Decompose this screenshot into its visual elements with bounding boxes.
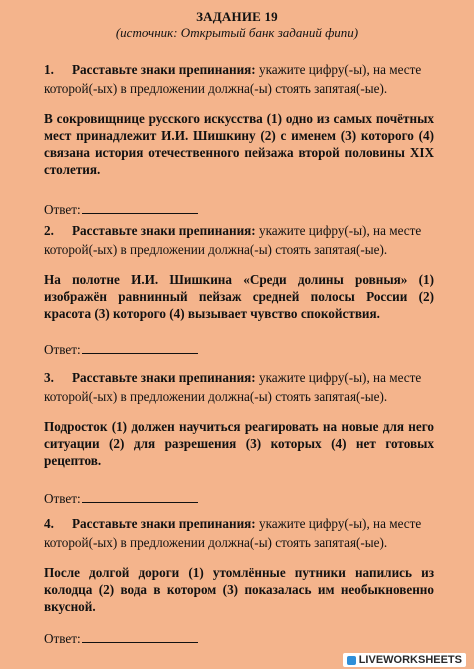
instruction-heading: Расставьте знаки препинания:	[72, 62, 256, 77]
instruction-text: укажите цифру(-ы), на месте которой(-ых) в предложении должна(-ы) стоять запятая(-ые).	[44, 62, 422, 96]
answer-label: Ответ:	[44, 631, 81, 646]
liveworksheets-logo-icon	[347, 656, 356, 665]
instruction-text: укажите цифру(-ы), на месте которой(-ых) в предложении должна(-ы) стоять запятая(-ые).	[44, 516, 422, 550]
page-title: ЗАДАНИЕ 19	[196, 9, 278, 24]
answer-label: Ответ:	[44, 491, 81, 506]
task-sentence: После долгой дороги (1) утомлённые путники напились из колодца (2) вода в котором (3) показалась им необыкновенно вкусной.	[44, 565, 434, 614]
answer-blank[interactable]	[82, 489, 198, 503]
task-sentence: Подросток (1) должен научиться реагировать на новые для него ситуации (2) для разрешения (3) которых (4) нет готовых рецептов.	[44, 419, 434, 468]
answer-label: Ответ:	[44, 342, 81, 357]
task-instruction	[44, 221, 434, 259]
instruction-heading: Расставьте знаки препинания:	[72, 223, 256, 238]
answer-row	[44, 489, 434, 507]
answer-blank[interactable]	[82, 200, 198, 214]
task-instruction	[44, 514, 434, 552]
task-instruction	[44, 368, 434, 406]
answer-label: Ответ:	[44, 202, 81, 217]
answer-row	[44, 629, 434, 647]
answer-row	[44, 200, 434, 218]
task-number: 4.	[44, 516, 54, 531]
task-2	[44, 221, 434, 358]
instruction-heading: Расставьте знаки препинания:	[72, 370, 256, 385]
task-sentence: В сокровищнице русского искусства (1) одно из самых почётных мест принадлежит И.И. Шишкину (2) с именем (3) которого (4) связана история отечественного пейзажа второй половины XIX столетия.	[44, 111, 434, 177]
task-number: 3.	[44, 370, 54, 385]
liveworksheets-logo[interactable]	[343, 653, 466, 667]
task-number: 1.	[44, 62, 54, 77]
answer-blank[interactable]	[82, 629, 198, 643]
task-3	[44, 368, 434, 507]
answer-blank[interactable]	[82, 340, 198, 354]
page-subtitle: (источник: Открытый банк заданий фипи)	[115, 25, 359, 40]
logo-text: LIVEWORKSHEETS	[358, 654, 462, 666]
task-number: 2.	[44, 223, 54, 238]
instruction-text: укажите цифру(-ы), на месте которой(-ых) в предложении должна(-ы) стоять запятая(-ые).	[44, 370, 422, 404]
instruction-text: укажите цифру(-ы), на месте которой(-ых) в предложении должна(-ы) стоять запятая(-ые).	[44, 223, 422, 257]
answer-row	[44, 340, 434, 358]
task-sentence: На полотне И.И. Шишкина «Среди долины ровныя» (1) изображён равнинный пейзаж средней полосы России (2) красота (3) которого (4) вызывает чувство спокойствия.	[44, 272, 434, 321]
instruction-heading: Расставьте знаки препинания:	[72, 516, 256, 531]
task-instruction	[44, 60, 434, 98]
task-4	[44, 514, 434, 647]
task-1	[44, 60, 434, 218]
